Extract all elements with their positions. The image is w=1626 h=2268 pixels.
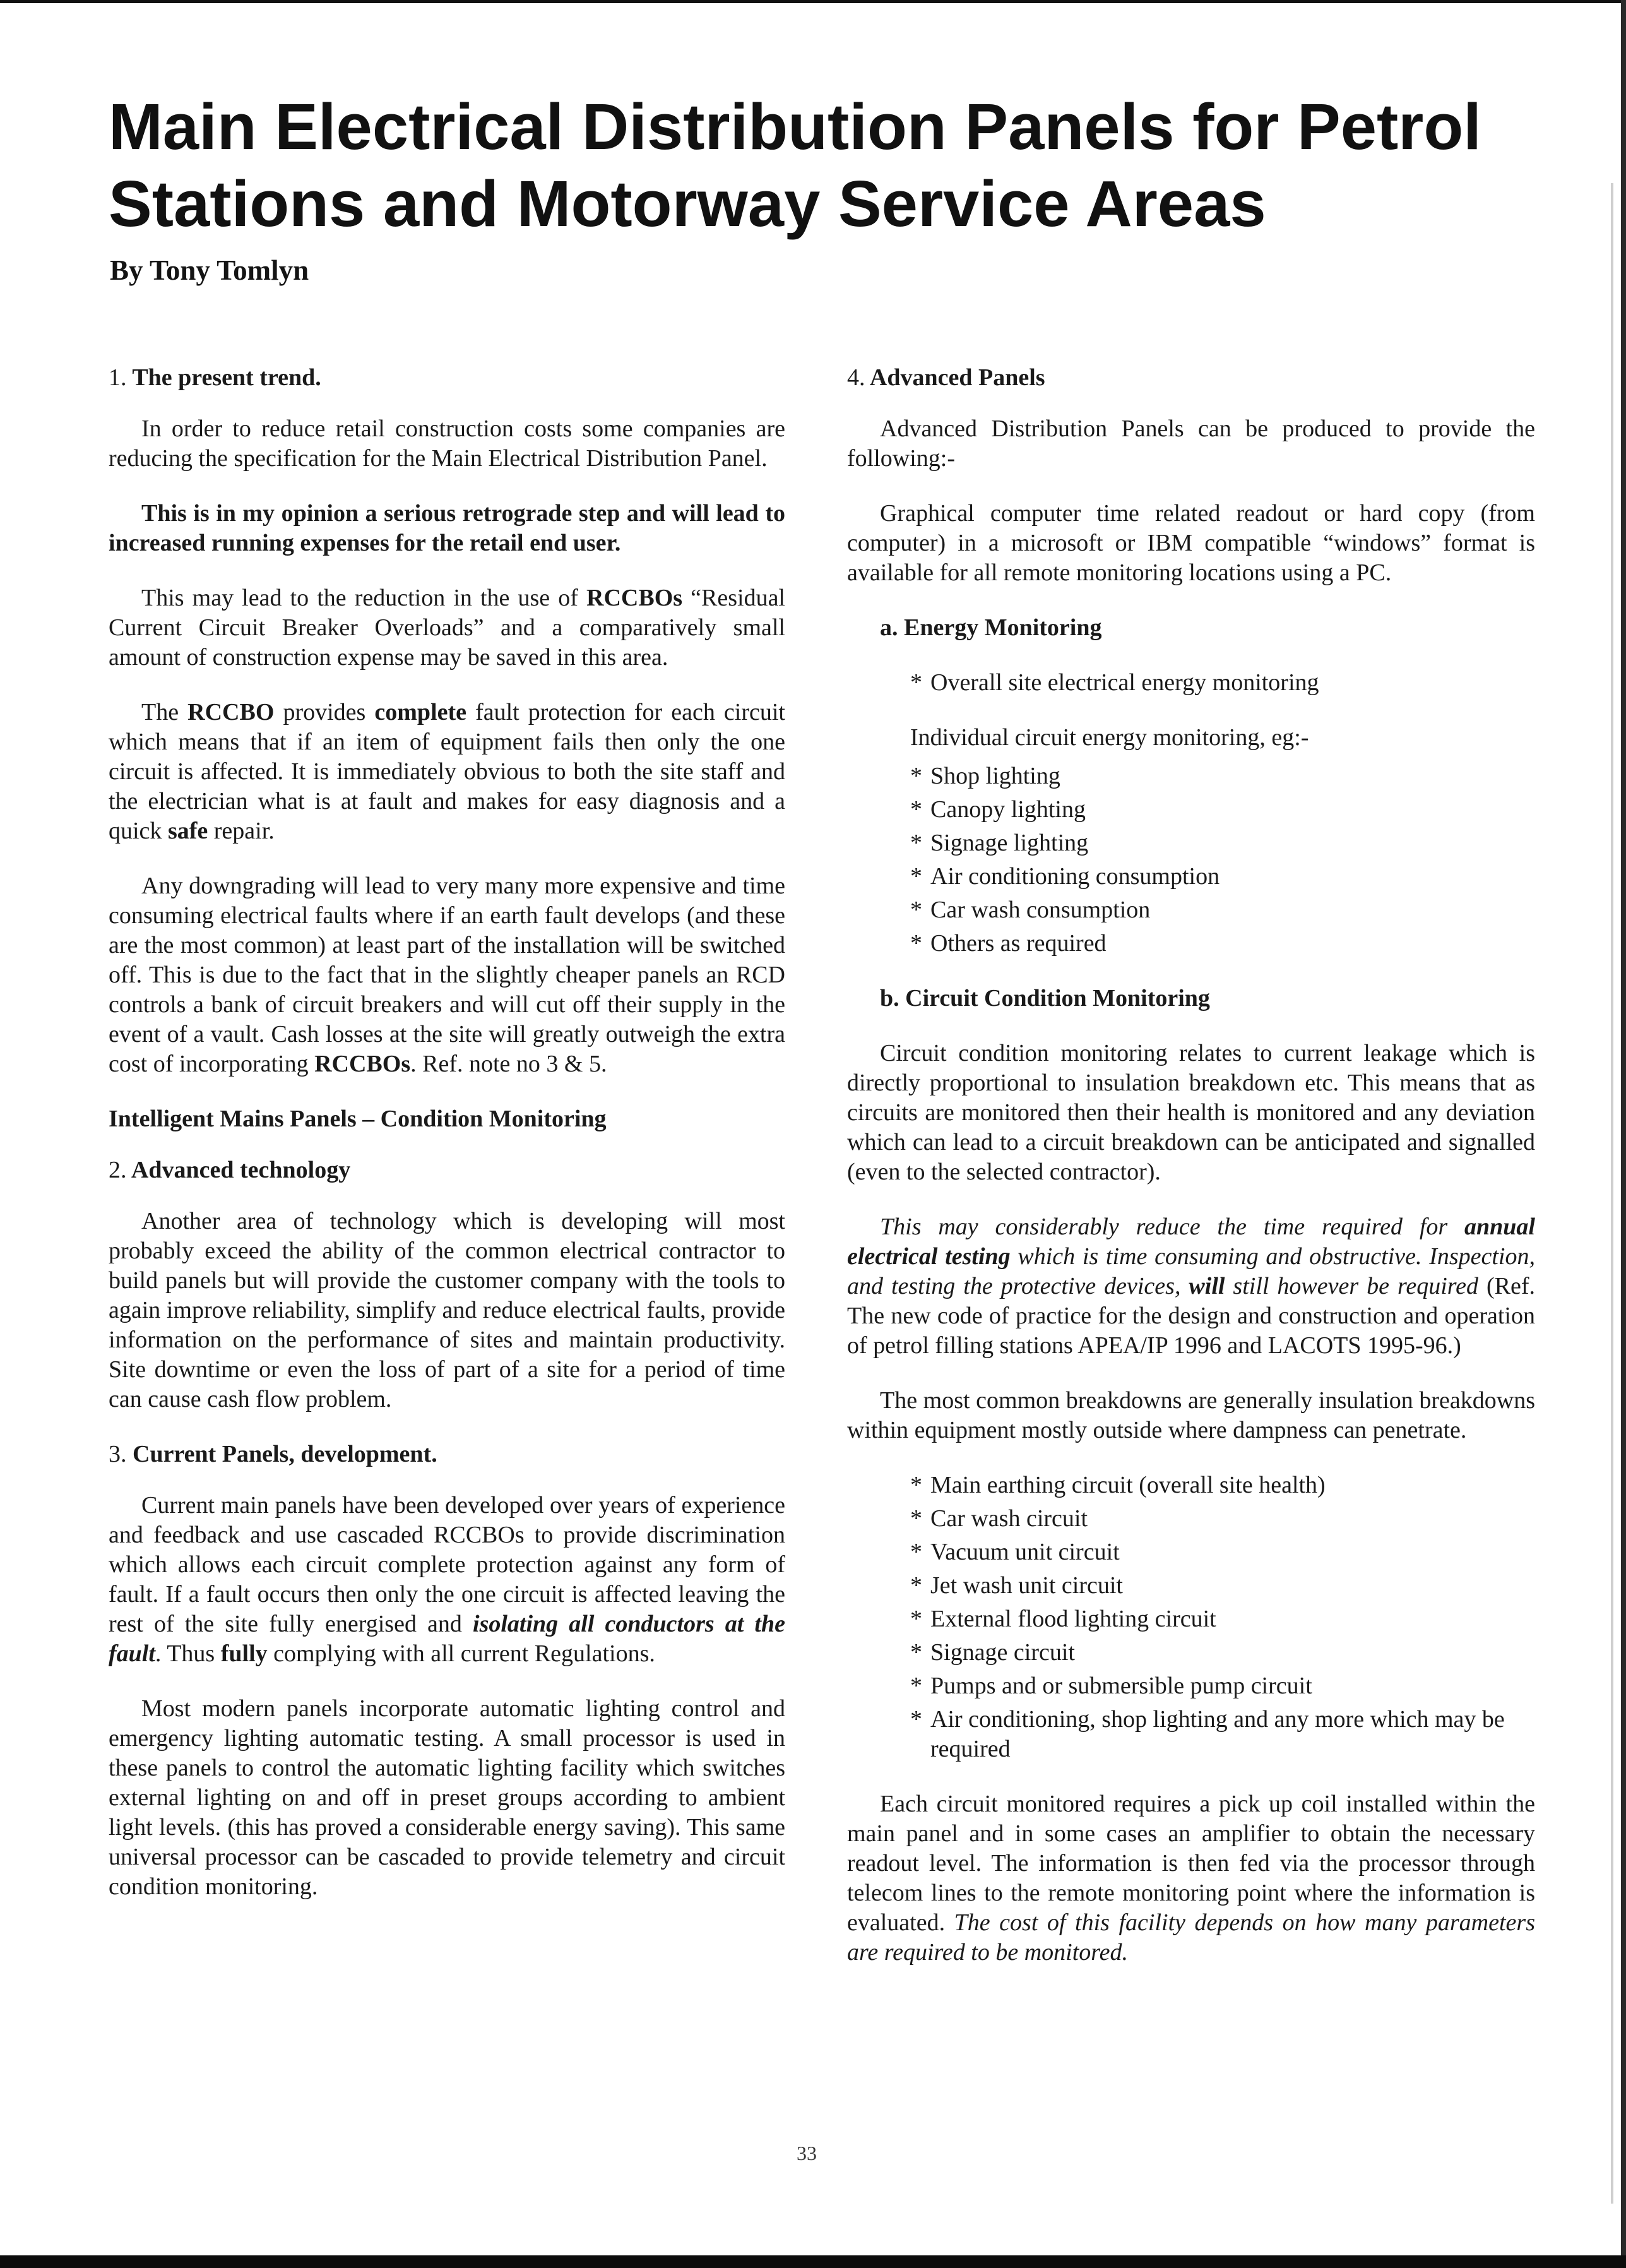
- list-item: * Air conditioning, shop lighting and any more which may be required: [910, 1706, 1505, 1762]
- section-1-paragraph-5: Any downgrading will lead to very many more expensive and time consuming electrical faults where if an earth fault develops (and these are the most common) at least part of the installation will be switched off. This is due to the fact that in the slightly cheaper panels an RCD controls a bank of circuit breakers and will cut off their supply in the event of a vault. Cash losses at the site will greatly outweigh the extra cost of incorporating RCCBOs. Ref. note no 3 & 5.: [109, 873, 785, 1077]
- list-item: * Car wash circuit: [910, 1505, 1088, 1532]
- section-3-title: Current Panels, development.: [133, 1441, 437, 1467]
- list-item: * Overall site electrical energy monitoring: [910, 669, 1319, 696]
- scan-edge-top: [0, 0, 1626, 3]
- byline: By Tony Tomlyn: [110, 254, 309, 286]
- section-1-title: The present trend.: [132, 364, 321, 391]
- list-item: * Signage lighting: [910, 830, 1089, 856]
- list-item: * Shop lighting: [910, 763, 1060, 789]
- section-2-paragraph-1: Another area of technology which is developing will most probably exceed the ability of the common electrical contractor to build panels but will provide the customer company with the tools to again improve reliability, simplify and reduce electrical faults, provide information on the performance of sites and maintain productivity. Site downtime or even the loss of part of a site for a period of time can cause cash flow problem.: [109, 1208, 785, 1412]
- list-item: * Main earthing circuit (overall site health): [910, 1472, 1326, 1498]
- section-3-paragraph-2: Most modern panels incorporate automatic lighting control and emergency lighting automatic testing. A small processor is used in these panels to control the automatic lighting facility which switches external lighting on and off in preset groups according to ambient light levels. (this has proved a considerable energy saving). This same universal processor can be cascaded to provide telemetry and circuit condition monitoring.: [109, 1695, 785, 1900]
- section-4-paragraph-2: Graphical computer time related readout or hard copy (from computer) in a microsoft or IBM compatible “windows” format is available for all remote monitoring locations using a PC.: [847, 500, 1535, 586]
- left-column: [109, 363, 785, 1927]
- section-3-paragraph-1: Current main panels have been developed over years of experience and feedback and use cascaded RCCBOs to provide discrimination which allows each circuit complete protection against any form of fault. If a fault occurs then only the one circuit is affected leaving the rest of the site fully energised and isolating all conductors at the fault. Thus fully complying with all current Regulations.: [109, 1492, 785, 1667]
- article-title: Main Electrical Distribution Panels for Petrol Stations and Motorway Service Areas: [109, 90, 1481, 240]
- circuit-paragraph-4: Each circuit monitored requires a pick up coil installed within the main panel and in some cases an amplifier to obtain the necessary readout level. The information is then fed via the processor through telecom lines to the remote monitoring point where the information is evaluated. The cost of this facility depends on how many parameters are required to be monitored.: [847, 1791, 1535, 1966]
- list-item: * Canopy lighting: [910, 796, 1086, 823]
- circuit-paragraph-1: Circuit condition monitoring relates to current leakage which is directly proportional to insulation breakdown etc. This means that as circuits are monitored then their health is monitored and any deviation which can lead to a circuit breakdown can be anticipated and signalled (even to the selected contractor).: [847, 1040, 1535, 1185]
- section-1-paragraph-1: In order to reduce retail construction costs some companies are reducing the specification for the Main Electrical Distribution Panel.: [109, 415, 785, 472]
- section-1-heading: [109, 363, 785, 393]
- section-4-title: Advanced Panels: [869, 364, 1045, 391]
- section-1-opinion: This is in my opinion a serious retrograde step and will lead to increased running expenses for the retail end user.: [109, 500, 785, 556]
- section-1-number: 1.: [109, 364, 127, 391]
- right-column: [847, 363, 1535, 1993]
- energy-monitoring-heading: a. Energy Monitoring: [880, 614, 1102, 641]
- section-4-heading: [847, 363, 1535, 393]
- section-3-heading: [109, 1440, 785, 1469]
- scan-edge-bottom: [0, 2255, 1626, 2268]
- energy-circuit-list: [847, 761, 1535, 958]
- circuit-breakdown-list: [847, 1471, 1535, 1764]
- list-item: * Jet wash unit circuit: [910, 1572, 1123, 1599]
- energy-individual-intro: Individual circuit energy monitoring, eg:-: [910, 724, 1309, 751]
- section-1-paragraph-4: The RCCBO provides complete fault protection for each circuit which means that if an item of equipment fails then only the one circuit is affected. It is immediately obvious to both the site staff and the electrician what is at fault and makes for easy diagnosis and a quick safe repair.: [109, 699, 785, 844]
- energy-overall-list: [847, 668, 1535, 698]
- list-item: * Signage circuit: [910, 1639, 1075, 1666]
- scan-edge-rule: [1611, 183, 1613, 2204]
- section-3-number: 3.: [109, 1441, 127, 1467]
- list-item: * Vacuum unit circuit: [910, 1539, 1120, 1565]
- list-item: * Car wash consumption: [910, 897, 1151, 923]
- section-4-paragraph-1: Advanced Distribution Panels can be produced to provide the following:-: [847, 415, 1535, 472]
- page-number: 33: [797, 2142, 817, 2164]
- condition-monitoring-heading: Intelligent Mains Panels – Condition Monitoring: [109, 1106, 607, 1132]
- circuit-paragraph-3: The most common breakdowns are generally insulation breakdowns within equipment mostly outside where dampness can penetrate.: [847, 1387, 1535, 1443]
- list-item: * External flood lighting circuit: [910, 1606, 1216, 1632]
- circuit-paragraph-2: This may considerably reduce the time required for annual electrical testing which is time consuming and obstructive. Inspection, and testing the protective devices, will still however be required (Ref. The new code of practice for the design and construction and operation of petrol filling stations APEA/IP 1996 and LACOTS 1995-96.): [847, 1214, 1535, 1359]
- section-4-number: 4.: [847, 364, 865, 391]
- section-1-paragraph-3: This may lead to the reduction in the use of RCCBOs “Residual Current Circuit Breaker Overloads” and a comparatively small amount of construction expense may be saved in this area.: [109, 585, 785, 671]
- list-item: * Air conditioning consumption: [910, 863, 1220, 890]
- circuit-monitoring-heading: b. Circuit Condition Monitoring: [880, 985, 1210, 1012]
- section-2-number: 2.: [109, 1157, 127, 1183]
- section-2-title: Advanced technology: [131, 1157, 351, 1183]
- section-2-heading: [109, 1155, 785, 1185]
- list-item: * Others as required: [910, 930, 1107, 957]
- list-item: * Pumps and or submersible pump circuit: [910, 1673, 1312, 1699]
- scan-edge-right: [1621, 0, 1626, 2268]
